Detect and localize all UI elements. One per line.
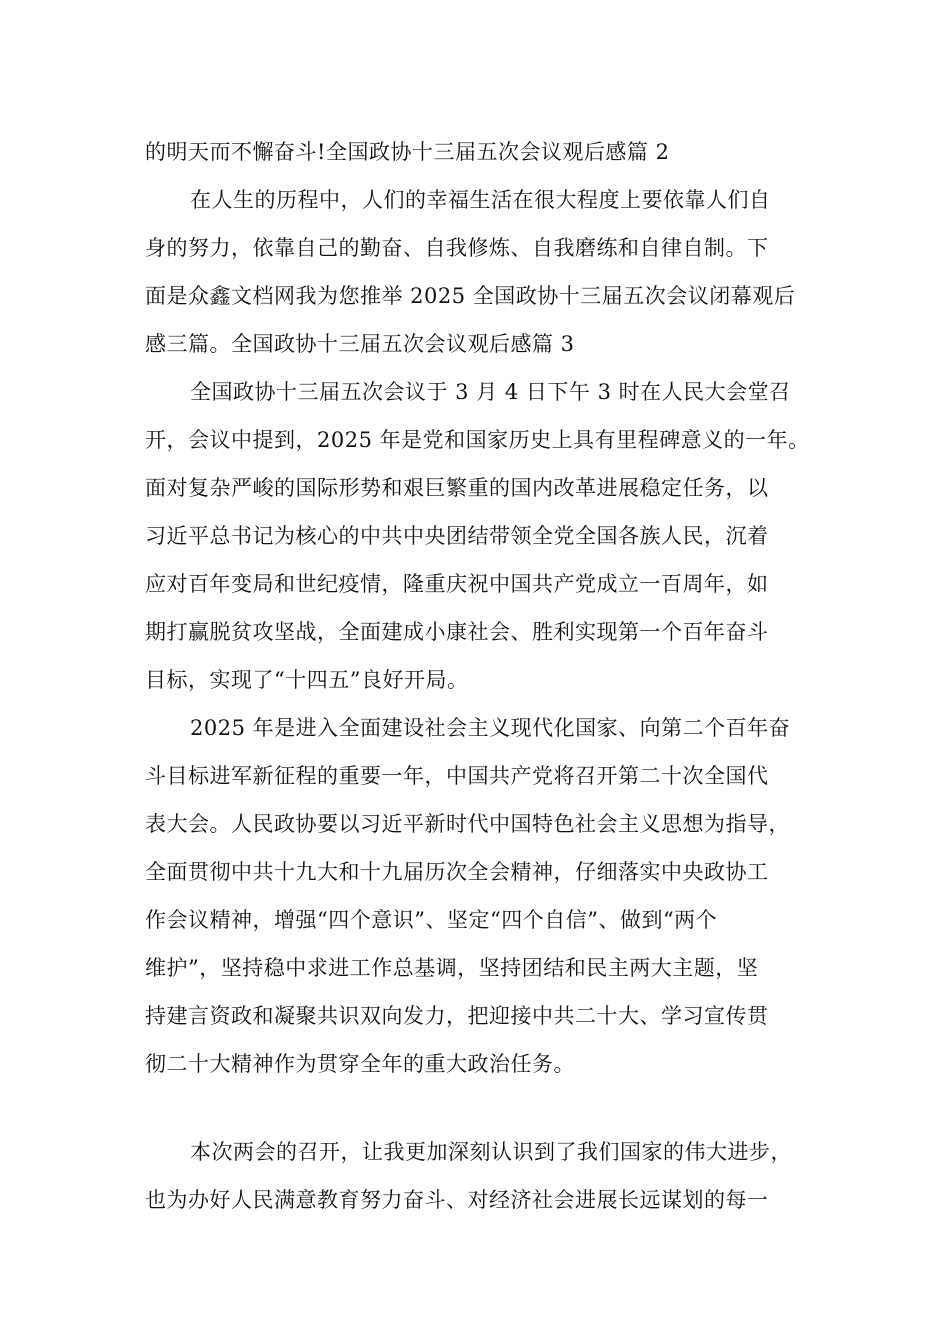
text-line: 表大会。人民政协要以习近平新时代中国特色社会主义思想为指导， xyxy=(145,812,790,836)
text-line: 斗目标进军新征程的重要一年，中国共产党将召开第二十次全国代 xyxy=(145,764,769,788)
text-line: 面是众鑫文档网我为您推举 2025 全国政协十三届五次会议闭幕观后 xyxy=(145,284,796,308)
text-line: 全面贯彻中共十九大和十九届历次全会精神，仔细落实中央政协工 xyxy=(145,860,769,884)
text-line: 在人生的历程中，人们的幸福生活在很大程度上要依靠人们自 xyxy=(190,188,771,212)
text-line: 作会议精神，增强“四个意识”、坚定“四个自信”、做到“两个 xyxy=(145,908,718,932)
text-line: 身的努力，依靠自己的勤奋、自我修炼、自我磨练和自律自制。下 xyxy=(145,236,769,260)
text-line: 习近平总书记为核心的中共中央团结带领全党全国各族人民，沉着 xyxy=(145,524,769,548)
text-line: 面对复杂严峻的国际形势和艰巨繁重的国内改革进展稳定任务，以 xyxy=(145,476,769,500)
text-line: 目标，实现了“十四五”良好开局。 xyxy=(145,668,469,692)
text-line: 感三篇。全国政协十三届五次会议观后感篇 3 xyxy=(145,332,575,356)
text-line: 开，会议中提到，2025 年是党和国家历史上具有里程碑意义的一年。 xyxy=(145,428,810,452)
text-line: 也为办好人民满意教育努力奋斗、对经济社会进展长远谋划的每一 xyxy=(145,1188,769,1212)
text-line: 全国政协十三届五次会议于 3 月 4 日下午 3 时在人民大会堂召 xyxy=(190,380,791,404)
text-line: 应对百年变局和世纪疫情，隆重庆祝中国共产党成立一百周年，如 xyxy=(145,572,769,596)
text-line: 的明天而不懈奋斗!全国政协十三届五次会议观后感篇 2 xyxy=(145,140,670,164)
text-line: 期打赢脱贫攻坚战，全面建成小康社会、胜利实现第一个百年奋斗 xyxy=(145,620,769,644)
text-line: 2025 年是进入全面建设社会主义现代化国家、向第二个百年奋 xyxy=(190,716,791,740)
text-line: 本次两会的召开，让我更加深刻认识到了我们国家的伟大进步， xyxy=(190,1140,792,1164)
text-line: 彻二十大精神作为贯穿全年的重大政治任务。 xyxy=(145,1052,575,1076)
text-line: 维护”，坚持稳中求进工作总基调，坚持团结和民主两大主题，坚 xyxy=(145,956,759,980)
text-line: 持建言资政和凝聚共识双向发力，把迎接中共二十大、学习宣传贯 xyxy=(145,1004,769,1028)
